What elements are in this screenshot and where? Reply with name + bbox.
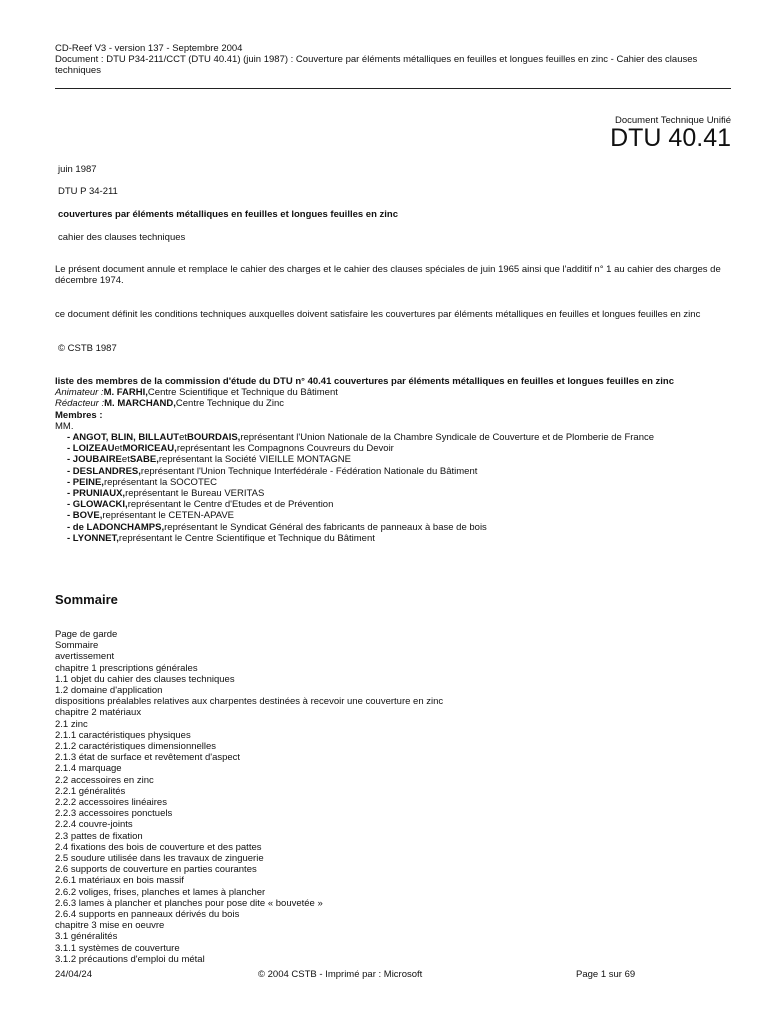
member-line xyxy=(55,477,745,488)
toc-item[interactable]: 2.1.1 caractéristiques physiques xyxy=(55,729,191,741)
sommaire-heading: Sommaire xyxy=(55,592,118,607)
animateur-name: M. FARHI, xyxy=(103,387,148,399)
toc-item[interactable]: 2.6.4 supports en panneaux dérivés du bois xyxy=(55,909,240,921)
toc-item[interactable]: 2.2 accessoires en zinc xyxy=(55,774,154,786)
member-text: et xyxy=(121,454,130,466)
toc-item[interactable]: 1.1 objet du cahier des clauses techniques xyxy=(55,673,235,685)
member-text: représentant le Bureau VERITAS xyxy=(125,488,265,500)
copyright-notice: © CSTB 1987 xyxy=(58,343,117,354)
redacteur-label: Rédacteur : xyxy=(55,398,105,410)
toc-item[interactable]: chapitre 2 matériaux xyxy=(55,707,142,719)
toc-item[interactable]: dispositions préalables relatives aux charpentes destinées à recevoir une couverture en zinc xyxy=(55,696,444,708)
toc-item[interactable]: 2.6.3 lames à plancher et planches pour pose dite « bouvetée » xyxy=(55,897,323,909)
toc-item[interactable]: 2.6.1 matériaux en bois massif xyxy=(55,875,184,887)
document-reference: DTU P 34-211 xyxy=(58,186,118,197)
member-name: - LOIZEAU xyxy=(67,443,115,455)
footer-date: 24/04/24 xyxy=(55,969,92,980)
member-line xyxy=(55,432,745,443)
membres-label: Membres : xyxy=(55,409,103,421)
toc-item[interactable]: Page de garde xyxy=(55,629,118,640)
scope-paragraph: ce document définit les conditions techniques auxquelles doivent satisfaire les couvertures par éléments métalliques en feuilles et longues feuilles en zinc xyxy=(55,309,701,320)
animateur-label: Animateur : xyxy=(55,387,104,399)
member-name: - JOUBAIRE xyxy=(67,454,122,466)
toc-item[interactable]: avertissement xyxy=(55,651,115,663)
member-name: - LYONNET, xyxy=(67,532,119,544)
member-name: SABE, xyxy=(129,454,159,466)
member-name: - BOVE, xyxy=(67,510,103,522)
toc-item[interactable]: 2.6.2 voliges, frises, planches et lames à plancher xyxy=(55,886,266,898)
member-line xyxy=(55,488,745,499)
toc-item[interactable]: 2.1.2 caractéristiques dimensionnelles xyxy=(55,741,217,753)
member-text: représentant le Centre d'Etudes et de Prévention xyxy=(127,499,334,511)
toc-item[interactable]: 2.1 zinc xyxy=(55,718,88,730)
member-text: représentant le CETEN-APAVE xyxy=(102,510,235,522)
member-name: - ANGOT, BLIN, BILLAUT xyxy=(67,432,180,444)
member-line xyxy=(55,499,745,510)
redacteur-name: M. MARCHAND, xyxy=(104,398,176,410)
toc-item[interactable]: chapitre 1 prescriptions générales xyxy=(55,662,198,674)
header-document-line: Document : DTU P34-211/CCT (DTU 40.41) (juin 1987) : Couverture par éléments métalliques en feuilles et longues feuilles en zinc - Cahier des clauses techniques xyxy=(55,54,698,77)
animateur-line xyxy=(55,387,745,398)
member-name: BOURDAIS, xyxy=(187,432,241,444)
member-line xyxy=(55,454,745,465)
member-text: et xyxy=(114,443,123,455)
member-line xyxy=(55,533,745,544)
toc-item[interactable]: 2.3 pattes de fixation xyxy=(55,830,143,842)
member-text: représentant la SOCOTEC xyxy=(103,476,217,488)
document-subject: couvertures par éléments métalliques en feuilles et longues feuilles en zinc xyxy=(58,209,399,220)
member-line xyxy=(55,522,745,533)
toc-item[interactable]: 2.2.1 généralités xyxy=(55,785,126,797)
toc-item[interactable]: 2.1.4 marquage xyxy=(55,763,122,775)
toc-item[interactable]: 3.1.2 précautions d'emploi du métal xyxy=(55,953,205,965)
member-text: représentant les Compagnons Couvreurs du Devoir xyxy=(176,443,394,455)
toc-item[interactable]: Sommaire xyxy=(55,640,99,652)
redacteur-line xyxy=(55,398,745,409)
redacteur-org: Centre Technique du Zinc xyxy=(175,398,284,410)
document-kind: cahier des clauses techniques xyxy=(58,232,186,243)
member-name: - GLOWACKI, xyxy=(67,499,128,511)
table-of-contents xyxy=(55,629,443,965)
toc-item[interactable]: chapitre 3 mise en oeuvre xyxy=(55,920,165,932)
member-text: représentant l'Union Technique Interfédérale - Fédération Nationale du Bâtiment xyxy=(140,465,478,477)
member-name: - de LADONCHAMPS, xyxy=(67,521,165,533)
page-header xyxy=(55,43,731,77)
member-text: et xyxy=(179,432,187,444)
member-name: - PRUNIAUX, xyxy=(67,488,126,500)
footer-page-number: Page 1 sur 69 xyxy=(576,969,636,980)
member-line xyxy=(55,510,745,521)
footer-copyright: © 2004 CSTB - Imprimé par : Microsoft xyxy=(258,969,423,980)
member-line xyxy=(55,443,745,454)
toc-item[interactable]: 2.2.2 accessoires linéaires xyxy=(55,797,167,809)
commission-members xyxy=(55,376,745,544)
toc-item[interactable]: 2.5 soudure utilisée dans les travaux de zinguerie xyxy=(55,853,264,865)
toc-item[interactable]: 1.2 domaine d'application xyxy=(55,685,163,697)
animateur-org: Centre Scientifique et Technique du Bâtiment xyxy=(147,387,338,399)
document-date: juin 1987 xyxy=(58,164,97,175)
member-text: représentant le Centre Scientifique et Technique du Bâtiment xyxy=(118,532,375,544)
member-text: représentant l'Union Nationale de la Chambre Syndicale de Couverture et de Plomberie de France xyxy=(240,432,655,444)
replacement-notice: Le présent document annule et remplace le cahier des charges et le cahier des clauses spéciales de juin 1965 ainsi que l'additif n° 1 au cahier des charges de décembre 1974. xyxy=(55,264,721,287)
header-divider xyxy=(55,88,731,89)
page-footer xyxy=(0,969,768,981)
member-name: MORICEAU, xyxy=(122,443,177,455)
member-name: - PEINE, xyxy=(67,476,104,488)
toc-item[interactable]: 2.2.3 accessoires ponctuels xyxy=(55,808,173,820)
toc-item[interactable]: 2.4 fixations des bois de couverture et des pattes xyxy=(55,841,262,853)
toc-item[interactable]: 2.6 supports de couverture en parties courantes xyxy=(55,864,257,876)
toc-item[interactable]: 3.1 généralités xyxy=(55,931,118,943)
dtu-number-title: DTU 40.41 xyxy=(610,124,731,152)
header-version-line: CD-Reef V3 - version 137 - Septembre 2004 xyxy=(55,43,243,54)
toc-item[interactable]: 2.1.3 état de surface et revêtement d'aspect xyxy=(55,752,241,764)
member-line xyxy=(55,466,745,477)
member-name: - DESLANDRES, xyxy=(67,465,141,477)
document-type-label: Document Technique Unifié xyxy=(614,115,731,126)
member-text: représentant la Société VIEILLE MONTAGNE xyxy=(158,454,351,466)
commission-title: liste des membres de la commission d'étude du DTU n° 40.41 couvertures par éléments métalliques en feuilles et longues feuilles en zinc xyxy=(55,376,675,387)
toc-item[interactable]: 3.1.1 systèmes de couverture xyxy=(55,942,180,954)
members-list xyxy=(55,432,745,544)
toc-item[interactable]: 2.2.4 couvre-joints xyxy=(55,819,133,831)
mm-label: MM. xyxy=(55,420,74,432)
member-text: représentant le Syndicat Général des fabricants de panneaux à base de bois xyxy=(164,521,487,533)
